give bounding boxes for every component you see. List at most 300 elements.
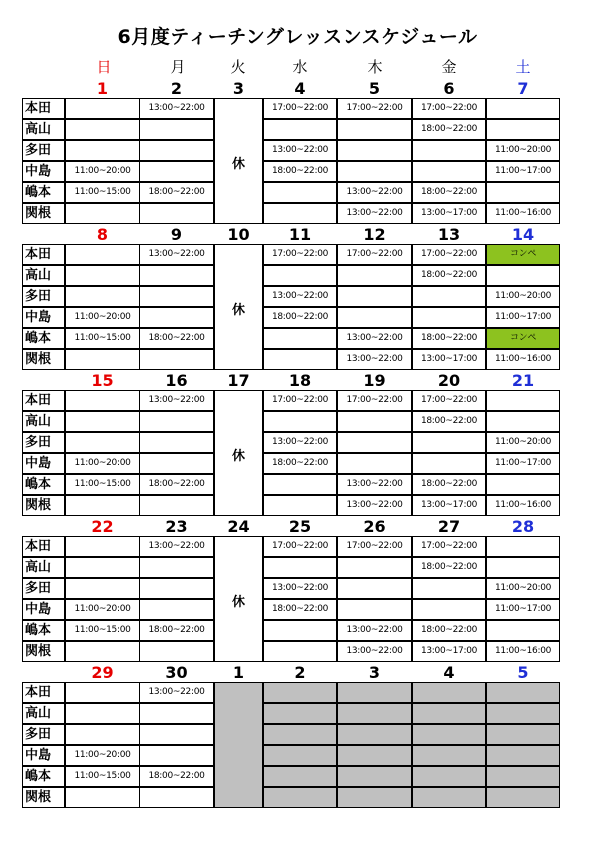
- time-slot-cell: [139, 703, 214, 724]
- closed-label: 休: [231, 303, 245, 318]
- time-slot-cell: [486, 724, 560, 745]
- time-slot-cell: [65, 349, 140, 370]
- time-slot-cell: 13:00~22:00: [139, 536, 214, 557]
- instructor-label: 高山: [22, 265, 65, 286]
- schedule-row: [22, 244, 560, 265]
- time-slot-cell: 13:00~22:00: [263, 432, 337, 453]
- time-slot-cell: [337, 453, 412, 474]
- time-slot-cell: 13:00~22:00: [337, 641, 412, 662]
- schedule-row: [22, 203, 560, 224]
- schedule-row: [22, 724, 560, 745]
- weekday-2: 火: [230, 58, 246, 76]
- time-slot-cell: [139, 286, 214, 307]
- time-slot-cell: [337, 578, 412, 599]
- time-slot-cell: [65, 98, 140, 119]
- time-slot-cell: [139, 307, 214, 328]
- time-slot-cell: 11:00~20:00: [65, 161, 140, 182]
- time-slot-cell: 17:00~22:00: [263, 536, 337, 557]
- day-number: 3: [232, 79, 245, 98]
- schedule-row: [22, 557, 560, 578]
- time-slot-cell: [412, 140, 486, 161]
- day-number: 2: [170, 79, 183, 98]
- time-slot-cell: 17:00~22:00: [337, 536, 412, 557]
- time-slot-cell: [412, 745, 486, 766]
- schedule-row: [22, 390, 560, 411]
- time-slot-cell: 13:00~22:00: [337, 620, 412, 641]
- time-slot-cell: [139, 599, 214, 620]
- time-slot-cell: [337, 265, 412, 286]
- time-slot-cell: 11:00~20:00: [486, 578, 560, 599]
- instructor-label: 中島: [22, 307, 65, 328]
- time-slot-cell: [486, 182, 560, 203]
- time-slot-cell: [412, 766, 486, 787]
- schedule-row: [22, 328, 560, 349]
- day-number: 17: [227, 371, 250, 390]
- day-number: 20: [437, 371, 461, 390]
- time-slot-cell: [139, 787, 214, 808]
- time-slot-cell: [263, 328, 337, 349]
- week-block: [22, 80, 560, 224]
- time-slot-cell: [412, 724, 486, 745]
- instructor-label: 嶋本: [22, 766, 65, 787]
- time-slot-cell: 11:00~15:00: [65, 328, 140, 349]
- time-slot-cell: [263, 203, 337, 224]
- schedule-row: [22, 98, 560, 119]
- time-slot-cell: [139, 349, 214, 370]
- instructor-label: 高山: [22, 703, 65, 724]
- schedule-row: [22, 349, 560, 370]
- time-slot-cell: [263, 787, 337, 808]
- instructor-label: 嶋本: [22, 620, 65, 641]
- time-slot-cell: 11:00~20:00: [486, 432, 560, 453]
- time-slot-cell: [263, 641, 337, 662]
- closed-day-cell: [214, 98, 263, 224]
- time-slot-cell: [139, 557, 214, 578]
- week-block: [22, 518, 560, 662]
- time-slot-cell: [337, 286, 412, 307]
- time-slot-cell: 11:00~15:00: [65, 474, 140, 495]
- schedule-row: [22, 682, 560, 703]
- time-slot-cell: [412, 703, 486, 724]
- time-slot-cell: 18:00~22:00: [412, 557, 486, 578]
- time-slot-cell: [139, 161, 214, 182]
- time-slot-cell: 11:00~20:00: [65, 599, 140, 620]
- instructor-label: 中島: [22, 453, 65, 474]
- time-slot-cell: 13:00~17:00: [412, 495, 486, 516]
- time-slot-cell: [337, 745, 412, 766]
- time-slot-cell: 13:00~22:00: [337, 495, 412, 516]
- day-number: 18: [288, 371, 312, 390]
- time-slot-cell: [65, 495, 140, 516]
- time-slot-cell: [65, 203, 140, 224]
- time-slot-cell: [139, 411, 214, 432]
- week-block: [22, 664, 560, 808]
- instructor-label: 本田: [22, 682, 65, 703]
- page-title: 6月度ティーチングレッスンスケジュール: [117, 26, 478, 48]
- time-slot-cell: [263, 682, 337, 703]
- day-number: 6: [443, 79, 455, 98]
- time-slot-cell: 17:00~22:00: [263, 244, 337, 265]
- time-slot-cell: [486, 787, 560, 808]
- time-slot-cell: [337, 557, 412, 578]
- closed-day-cell: [214, 244, 263, 370]
- time-slot-cell: [139, 140, 214, 161]
- day-number: 12: [363, 225, 386, 244]
- instructor-label: 関根: [22, 495, 65, 516]
- time-slot-cell: [65, 244, 140, 265]
- time-slot-cell: [139, 453, 214, 474]
- weekday-4: 木: [367, 58, 383, 76]
- instructor-label: 本田: [22, 244, 65, 265]
- time-slot-cell: [263, 745, 337, 766]
- time-slot-cell: [486, 474, 560, 495]
- instructor-label: 多田: [22, 724, 65, 745]
- time-slot-cell: 17:00~22:00: [412, 244, 486, 265]
- instructor-label: 関根: [22, 349, 65, 370]
- time-slot-cell: 11:00~16:00: [486, 641, 560, 662]
- time-slot-cell: [139, 495, 214, 516]
- day-number: 28: [511, 517, 535, 536]
- time-slot-cell: [139, 724, 214, 745]
- time-slot-cell: [486, 265, 560, 286]
- time-slot-cell: [412, 682, 486, 703]
- day-number: 26: [363, 517, 386, 536]
- time-slot-cell: [65, 557, 140, 578]
- schedule-row: [22, 161, 560, 182]
- day-number-row: [22, 664, 560, 682]
- closed-day-cell: [214, 390, 263, 516]
- time-slot-cell: [65, 119, 140, 140]
- schedule-row: [22, 182, 560, 203]
- time-slot-cell: 18:00~22:00: [263, 161, 337, 182]
- time-slot-cell: [412, 599, 486, 620]
- weekday-5: 金: [441, 58, 457, 76]
- time-slot-cell: [412, 787, 486, 808]
- instructor-label: 多田: [22, 286, 65, 307]
- time-slot-cell: [65, 787, 140, 808]
- time-slot-cell: [486, 536, 560, 557]
- day-number: 25: [288, 517, 312, 536]
- time-slot-cell: [65, 682, 140, 703]
- time-slot-cell: 17:00~22:00: [263, 390, 337, 411]
- schedule-row: [22, 787, 560, 808]
- schedule-row: [22, 265, 560, 286]
- day-number: 1: [232, 663, 245, 682]
- time-slot-cell: 17:00~22:00: [337, 98, 412, 119]
- time-slot-cell: [486, 745, 560, 766]
- time-slot-cell: 11:00~20:00: [486, 140, 560, 161]
- time-slot-cell: 17:00~22:00: [412, 390, 486, 411]
- time-slot-cell: 11:00~17:00: [486, 161, 560, 182]
- time-slot-cell: [337, 119, 412, 140]
- day-number: 29: [91, 663, 114, 682]
- time-slot-cell: [337, 766, 412, 787]
- time-slot-cell: 13:00~22:00: [337, 182, 412, 203]
- time-slot-cell: 13:00~22:00: [337, 203, 412, 224]
- time-slot-cell: [65, 703, 140, 724]
- day-number: 9: [170, 225, 183, 244]
- time-slot-cell: 17:00~22:00: [412, 98, 486, 119]
- time-slot-cell: 18:00~22:00: [412, 328, 486, 349]
- day-number-row: [22, 80, 560, 98]
- time-slot-cell: [263, 411, 337, 432]
- schedule-row: [22, 411, 560, 432]
- schedule-row: [22, 453, 560, 474]
- day-number: 5: [368, 79, 381, 98]
- closed-label: 休: [231, 449, 245, 464]
- time-slot-cell: [263, 620, 337, 641]
- day-number: 1: [96, 79, 109, 98]
- time-slot-cell: 13:00~17:00: [412, 203, 486, 224]
- time-slot-cell: 11:00~15:00: [65, 766, 140, 787]
- schedule-row: [22, 432, 560, 453]
- time-slot-cell: 18:00~22:00: [412, 411, 486, 432]
- time-slot-cell: 18:00~22:00: [139, 620, 214, 641]
- schedule-row: [22, 641, 560, 662]
- time-slot-cell: [486, 703, 560, 724]
- time-slot-cell: 18:00~22:00: [412, 265, 486, 286]
- day-number-row: [22, 518, 560, 536]
- time-slot-cell: [412, 578, 486, 599]
- time-slot-cell: [139, 432, 214, 453]
- day-number: 11: [288, 225, 312, 244]
- event-cell: コンペ: [486, 244, 560, 265]
- time-slot-cell: 18:00~22:00: [412, 182, 486, 203]
- event-cell: コンペ: [486, 328, 560, 349]
- time-slot-cell: [263, 349, 337, 370]
- time-slot-cell: [486, 682, 560, 703]
- day-number: 22: [91, 517, 114, 536]
- time-slot-cell: [337, 411, 412, 432]
- schedule-row: [22, 766, 560, 787]
- closed-day-cell: [214, 536, 263, 662]
- time-slot-cell: [65, 578, 140, 599]
- weekday-6: 土: [515, 58, 531, 76]
- time-slot-cell: 11:00~17:00: [486, 307, 560, 328]
- schedule-row: [22, 140, 560, 161]
- day-number: 5: [517, 663, 529, 682]
- time-slot-cell: 18:00~22:00: [412, 119, 486, 140]
- time-slot-cell: 13:00~22:00: [139, 244, 214, 265]
- time-slot-cell: [337, 140, 412, 161]
- time-slot-cell: 18:00~22:00: [412, 474, 486, 495]
- instructor-label: 関根: [22, 641, 65, 662]
- day-number: 8: [96, 225, 109, 244]
- instructor-label: 中島: [22, 161, 65, 182]
- schedule-row: [22, 286, 560, 307]
- schedule-row: [22, 119, 560, 140]
- time-slot-cell: 13:00~17:00: [412, 349, 486, 370]
- time-slot-cell: [139, 119, 214, 140]
- time-slot-cell: 17:00~22:00: [412, 536, 486, 557]
- day-number-row: [22, 226, 560, 244]
- time-slot-cell: 11:00~20:00: [65, 745, 140, 766]
- time-slot-cell: [486, 766, 560, 787]
- time-slot-cell: 18:00~22:00: [263, 307, 337, 328]
- day-number: 4: [443, 663, 455, 682]
- day-number: 21: [511, 371, 535, 390]
- time-slot-cell: [65, 411, 140, 432]
- schedule-row: [22, 474, 560, 495]
- day-number: 14: [511, 225, 535, 244]
- day-number: 2: [294, 663, 306, 682]
- weekday-1: 月: [170, 58, 186, 76]
- time-slot-cell: [65, 265, 140, 286]
- day-number: 13: [437, 225, 461, 244]
- instructor-label: 関根: [22, 787, 65, 808]
- instructor-label: 関根: [22, 203, 65, 224]
- time-slot-cell: 18:00~22:00: [139, 328, 214, 349]
- instructor-label: 多田: [22, 432, 65, 453]
- time-slot-cell: [139, 641, 214, 662]
- instructor-label: 中島: [22, 599, 65, 620]
- time-slot-cell: 13:00~22:00: [263, 578, 337, 599]
- time-slot-cell: [139, 745, 214, 766]
- time-slot-cell: 18:00~22:00: [139, 474, 214, 495]
- time-slot-cell: [337, 703, 412, 724]
- instructor-label: 嶋本: [22, 182, 65, 203]
- time-slot-cell: [486, 119, 560, 140]
- time-slot-cell: [263, 182, 337, 203]
- time-slot-cell: [263, 724, 337, 745]
- time-slot-cell: 13:00~22:00: [337, 328, 412, 349]
- day-number: 16: [165, 371, 188, 390]
- day-number: 24: [227, 517, 250, 536]
- day-number: 3: [368, 663, 381, 682]
- instructor-label: 本田: [22, 390, 65, 411]
- weekday-0: 日: [96, 58, 112, 76]
- time-slot-cell: 18:00~22:00: [263, 599, 337, 620]
- time-slot-cell: 13:00~17:00: [412, 641, 486, 662]
- time-slot-cell: [65, 724, 140, 745]
- time-slot-cell: [486, 557, 560, 578]
- instructor-label: 多田: [22, 140, 65, 161]
- closed-label: 休: [231, 157, 245, 172]
- day-number: 19: [363, 371, 386, 390]
- time-slot-cell: [65, 286, 140, 307]
- time-slot-cell: [263, 495, 337, 516]
- time-slot-cell: [263, 557, 337, 578]
- schedule-row: [22, 495, 560, 516]
- closed-label: 休: [231, 595, 245, 610]
- time-slot-cell: 13:00~22:00: [337, 474, 412, 495]
- time-slot-cell: [263, 703, 337, 724]
- instructor-label: 本田: [22, 98, 65, 119]
- instructor-label: 高山: [22, 119, 65, 140]
- time-slot-cell: 17:00~22:00: [337, 390, 412, 411]
- time-slot-cell: 11:00~20:00: [486, 286, 560, 307]
- time-slot-cell: [337, 432, 412, 453]
- time-slot-cell: 11:00~20:00: [65, 307, 140, 328]
- time-slot-cell: [337, 724, 412, 745]
- time-slot-cell: 11:00~17:00: [486, 453, 560, 474]
- time-slot-cell: 18:00~22:00: [139, 766, 214, 787]
- time-slot-cell: [263, 119, 337, 140]
- time-slot-cell: [337, 787, 412, 808]
- time-slot-cell: 13:00~22:00: [263, 286, 337, 307]
- day-number: 4: [294, 79, 306, 98]
- time-slot-cell: 11:00~16:00: [486, 203, 560, 224]
- time-slot-cell: [486, 620, 560, 641]
- day-number-row: [22, 372, 560, 390]
- time-slot-cell: 11:00~20:00: [65, 453, 140, 474]
- schedule-row: [22, 536, 560, 557]
- day-number: 27: [437, 517, 461, 536]
- weekday-3: 水: [292, 58, 308, 76]
- schedule-row: [22, 307, 560, 328]
- time-slot-cell: 17:00~22:00: [263, 98, 337, 119]
- time-slot-cell: [263, 766, 337, 787]
- time-slot-cell: [486, 98, 560, 119]
- instructor-label: 嶋本: [22, 328, 65, 349]
- day-number: 7: [517, 79, 529, 98]
- instructor-label: 本田: [22, 536, 65, 557]
- day-number: 10: [227, 225, 250, 244]
- time-slot-cell: 18:00~22:00: [139, 182, 214, 203]
- time-slot-cell: [486, 411, 560, 432]
- time-slot-cell: [263, 265, 337, 286]
- time-slot-cell: 18:00~22:00: [263, 453, 337, 474]
- time-slot-cell: [337, 599, 412, 620]
- time-slot-cell: 11:00~16:00: [486, 349, 560, 370]
- instructor-label: 高山: [22, 411, 65, 432]
- time-slot-cell: 11:00~15:00: [65, 620, 140, 641]
- time-slot-cell: [65, 390, 140, 411]
- time-slot-cell: [139, 578, 214, 599]
- time-slot-cell: [337, 682, 412, 703]
- schedule-row: [22, 599, 560, 620]
- time-slot-cell: [486, 390, 560, 411]
- week-block: [22, 226, 560, 370]
- time-slot-cell: 13:00~22:00: [337, 349, 412, 370]
- closed-day-cell: [214, 682, 263, 808]
- instructor-label: 嶋本: [22, 474, 65, 495]
- time-slot-cell: 13:00~22:00: [139, 390, 214, 411]
- time-slot-cell: [65, 536, 140, 557]
- schedule-row: [22, 620, 560, 641]
- time-slot-cell: [412, 161, 486, 182]
- instructor-label: 高山: [22, 557, 65, 578]
- time-slot-cell: [65, 641, 140, 662]
- time-slot-cell: [139, 203, 214, 224]
- time-slot-cell: 11:00~15:00: [65, 182, 140, 203]
- day-number: 23: [165, 517, 188, 536]
- time-slot-cell: 11:00~16:00: [486, 495, 560, 516]
- time-slot-cell: [337, 161, 412, 182]
- day-number: 15: [91, 371, 114, 390]
- time-slot-cell: [139, 265, 214, 286]
- instructor-label: 多田: [22, 578, 65, 599]
- time-slot-cell: 13:00~22:00: [263, 140, 337, 161]
- time-slot-cell: [412, 307, 486, 328]
- time-slot-cell: 13:00~22:00: [139, 98, 214, 119]
- time-slot-cell: 11:00~17:00: [486, 599, 560, 620]
- time-slot-cell: 17:00~22:00: [337, 244, 412, 265]
- time-slot-cell: 18:00~22:00: [412, 620, 486, 641]
- time-slot-cell: [412, 432, 486, 453]
- time-slot-cell: [412, 286, 486, 307]
- schedule-row: [22, 745, 560, 766]
- time-slot-cell: [412, 453, 486, 474]
- time-slot-cell: [337, 307, 412, 328]
- day-number: 30: [165, 663, 188, 682]
- time-slot-cell: 13:00~22:00: [139, 682, 214, 703]
- time-slot-cell: [65, 432, 140, 453]
- time-slot-cell: [263, 474, 337, 495]
- instructor-label: 中島: [22, 745, 65, 766]
- schedule-row: [22, 703, 560, 724]
- week-block: [22, 372, 560, 516]
